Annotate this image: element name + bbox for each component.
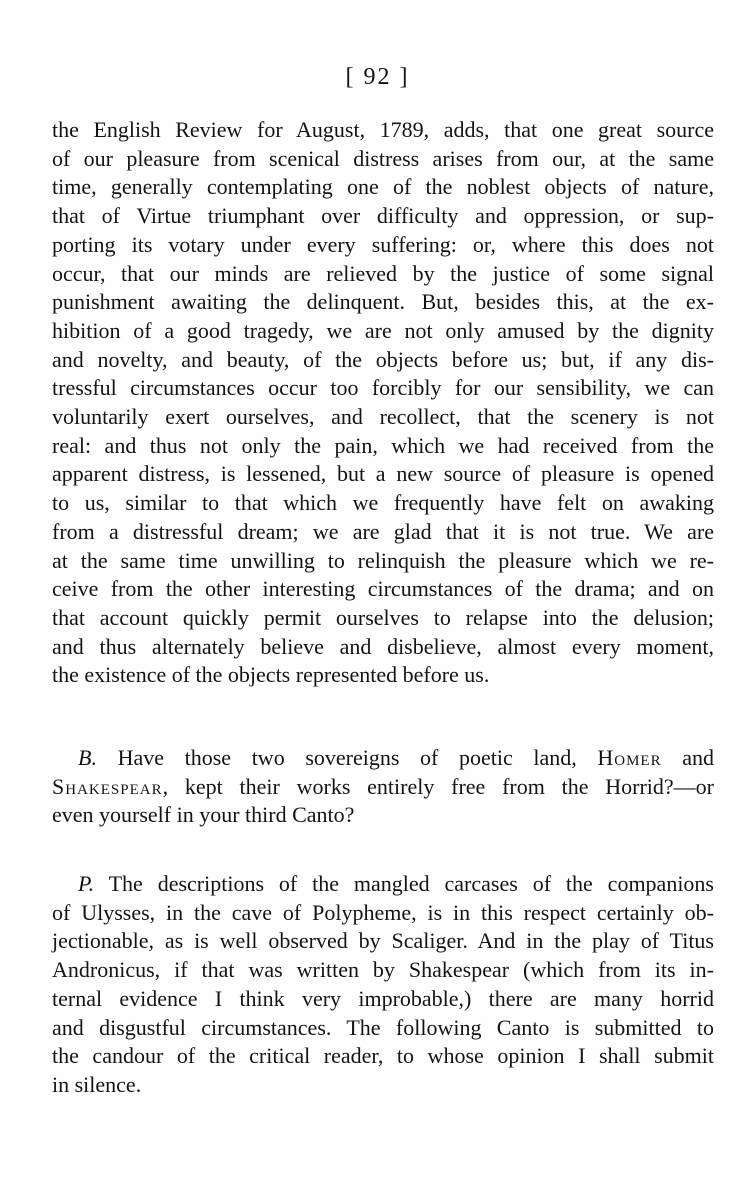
author-name-homer: Homer <box>597 745 662 770</box>
speaker-label: B. <box>78 745 97 770</box>
text-line: occur, that our minds are relieved by the justice of some signal <box>52 260 714 286</box>
text-line: to us, similar to that which we frequently have felt on awaking <box>52 490 714 516</box>
text-line: time, generally contemplating one of the noblest objects of nature, <box>52 174 714 200</box>
text-line: punishment awaiting the delinquent. But, besides this, at the ex- <box>52 289 714 315</box>
text-line: the existence of the objects represented before us. <box>52 662 490 688</box>
text-line: jectionable, as is well observed by Scaliger. And in the play of Titus <box>52 928 714 954</box>
text-line: at the same time unwilling to relinquish the pleasure which we re- <box>52 547 714 573</box>
text-line: apparent distress, is lessened, but a new source of pleasure is opened <box>52 461 714 487</box>
text-line: the English Review for August, 1789, adds, that one great source <box>52 117 714 142</box>
text-run: , kept their works entirely free from the Horrid?—or <box>162 773 714 799</box>
text-line: in silence. <box>52 1071 142 1097</box>
text-line: the candour of the critical reader, to whose opinion I shall submit <box>52 1043 714 1069</box>
text-line: hibition of a good tragedy, we are not only amused by the dignity <box>52 317 714 343</box>
text-line: and thus alternately believe and disbelieve, almost every moment, <box>52 633 714 659</box>
text-line: tressful circumstances occur too forcibly for our sensibility, we can <box>52 375 714 401</box>
text-run: The descriptions of the mangled carcases of the companions <box>94 871 714 896</box>
text-line: voluntarily exert ourselves, and recollect, that the scenery is not <box>52 404 714 430</box>
text-line <box>52 773 714 802</box>
text-line: that account quickly permit ourselves to relapse into the delusion; <box>52 604 714 630</box>
paragraph-speaker-b <box>52 744 714 830</box>
text-line: ceive from the other interesting circumstances of the drama; and on <box>52 576 714 602</box>
text-line: real: and thus not only the pain, which we had received from the <box>52 432 714 458</box>
text-line: that of Virtue triumphant over difficulty and oppression, or sup- <box>52 203 714 229</box>
text-line: porting its votary under every suffering: or, where this does not <box>52 231 714 257</box>
text-run: Have those two sovereigns of poetic land, <box>96 745 598 770</box>
paragraph-review-quote <box>52 116 714 690</box>
text-line: Andronicus, if that was written by Shakespear (which from its in- <box>52 957 714 983</box>
text-line: ternal evidence I think very improbable,) there are many horrid <box>52 985 714 1011</box>
speaker-label: P. <box>78 871 95 896</box>
text-line: of our pleasure from scenical distress arises from our, at the same <box>52 145 714 171</box>
text-line <box>52 744 714 773</box>
text-line <box>52 870 714 899</box>
text-line: from a distressful dream; we are glad that it is not true. We are <box>52 518 714 544</box>
paragraph-speaker-p <box>52 870 714 1100</box>
text-run: and <box>661 745 715 770</box>
author-name-shakespear: Shakespear <box>52 773 163 799</box>
text-line: and novelty, and beauty, of the objects before us; but, if any dis- <box>52 346 714 372</box>
text-line: even yourself in your third Canto? <box>52 802 355 828</box>
page-number: [ 92 ] <box>345 64 410 90</box>
text-line: and disgustful circumstances. The following Canto is submitted to <box>52 1014 714 1040</box>
text-line: of Ulysses, in the cave of Polypheme, is in this respect certainly ob- <box>52 899 714 925</box>
